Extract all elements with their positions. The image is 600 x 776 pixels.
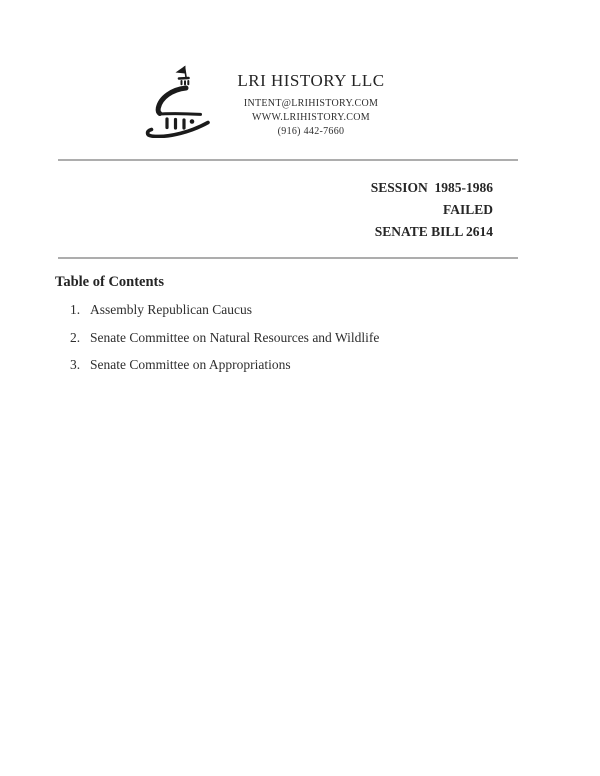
toc-item (70, 357, 379, 372)
toc-item-label: Senate Committee on Natural Resources and Wildlife (90, 329, 380, 345)
toc-item-number: 3. (70, 357, 81, 372)
website-text: WWW.LRIHISTORY.COM (251, 112, 370, 123)
toc-title: Table of Contents (55, 274, 165, 290)
phone-text: (916) 442-7660 (277, 126, 345, 137)
bill-info-block (371, 177, 493, 243)
session-text: SESSION 1985-1986 (370, 180, 493, 195)
divider-bottom (58, 257, 518, 259)
divider-top (58, 159, 518, 161)
bill-number-text: SENATE BILL 2614 (374, 224, 493, 239)
contact-block (221, 97, 401, 139)
email-text: INTENT@LRIHISTORY.COM (243, 98, 379, 109)
toc-item-label: Assembly Republican Caucus (90, 302, 252, 317)
toc-item-number: 1. (70, 302, 81, 317)
toc-list (70, 302, 379, 385)
letterhead (221, 71, 401, 139)
company-name: LRI HISTORY LLC (237, 71, 385, 90)
toc-item (70, 330, 379, 345)
toc-item-label: Senate Committee on Appropriations (90, 357, 291, 372)
toc-item (70, 302, 379, 317)
toc-item-number: 2. (70, 329, 81, 345)
capitol-dome-logo-icon (145, 58, 215, 138)
status-text: FAILED (442, 202, 493, 217)
